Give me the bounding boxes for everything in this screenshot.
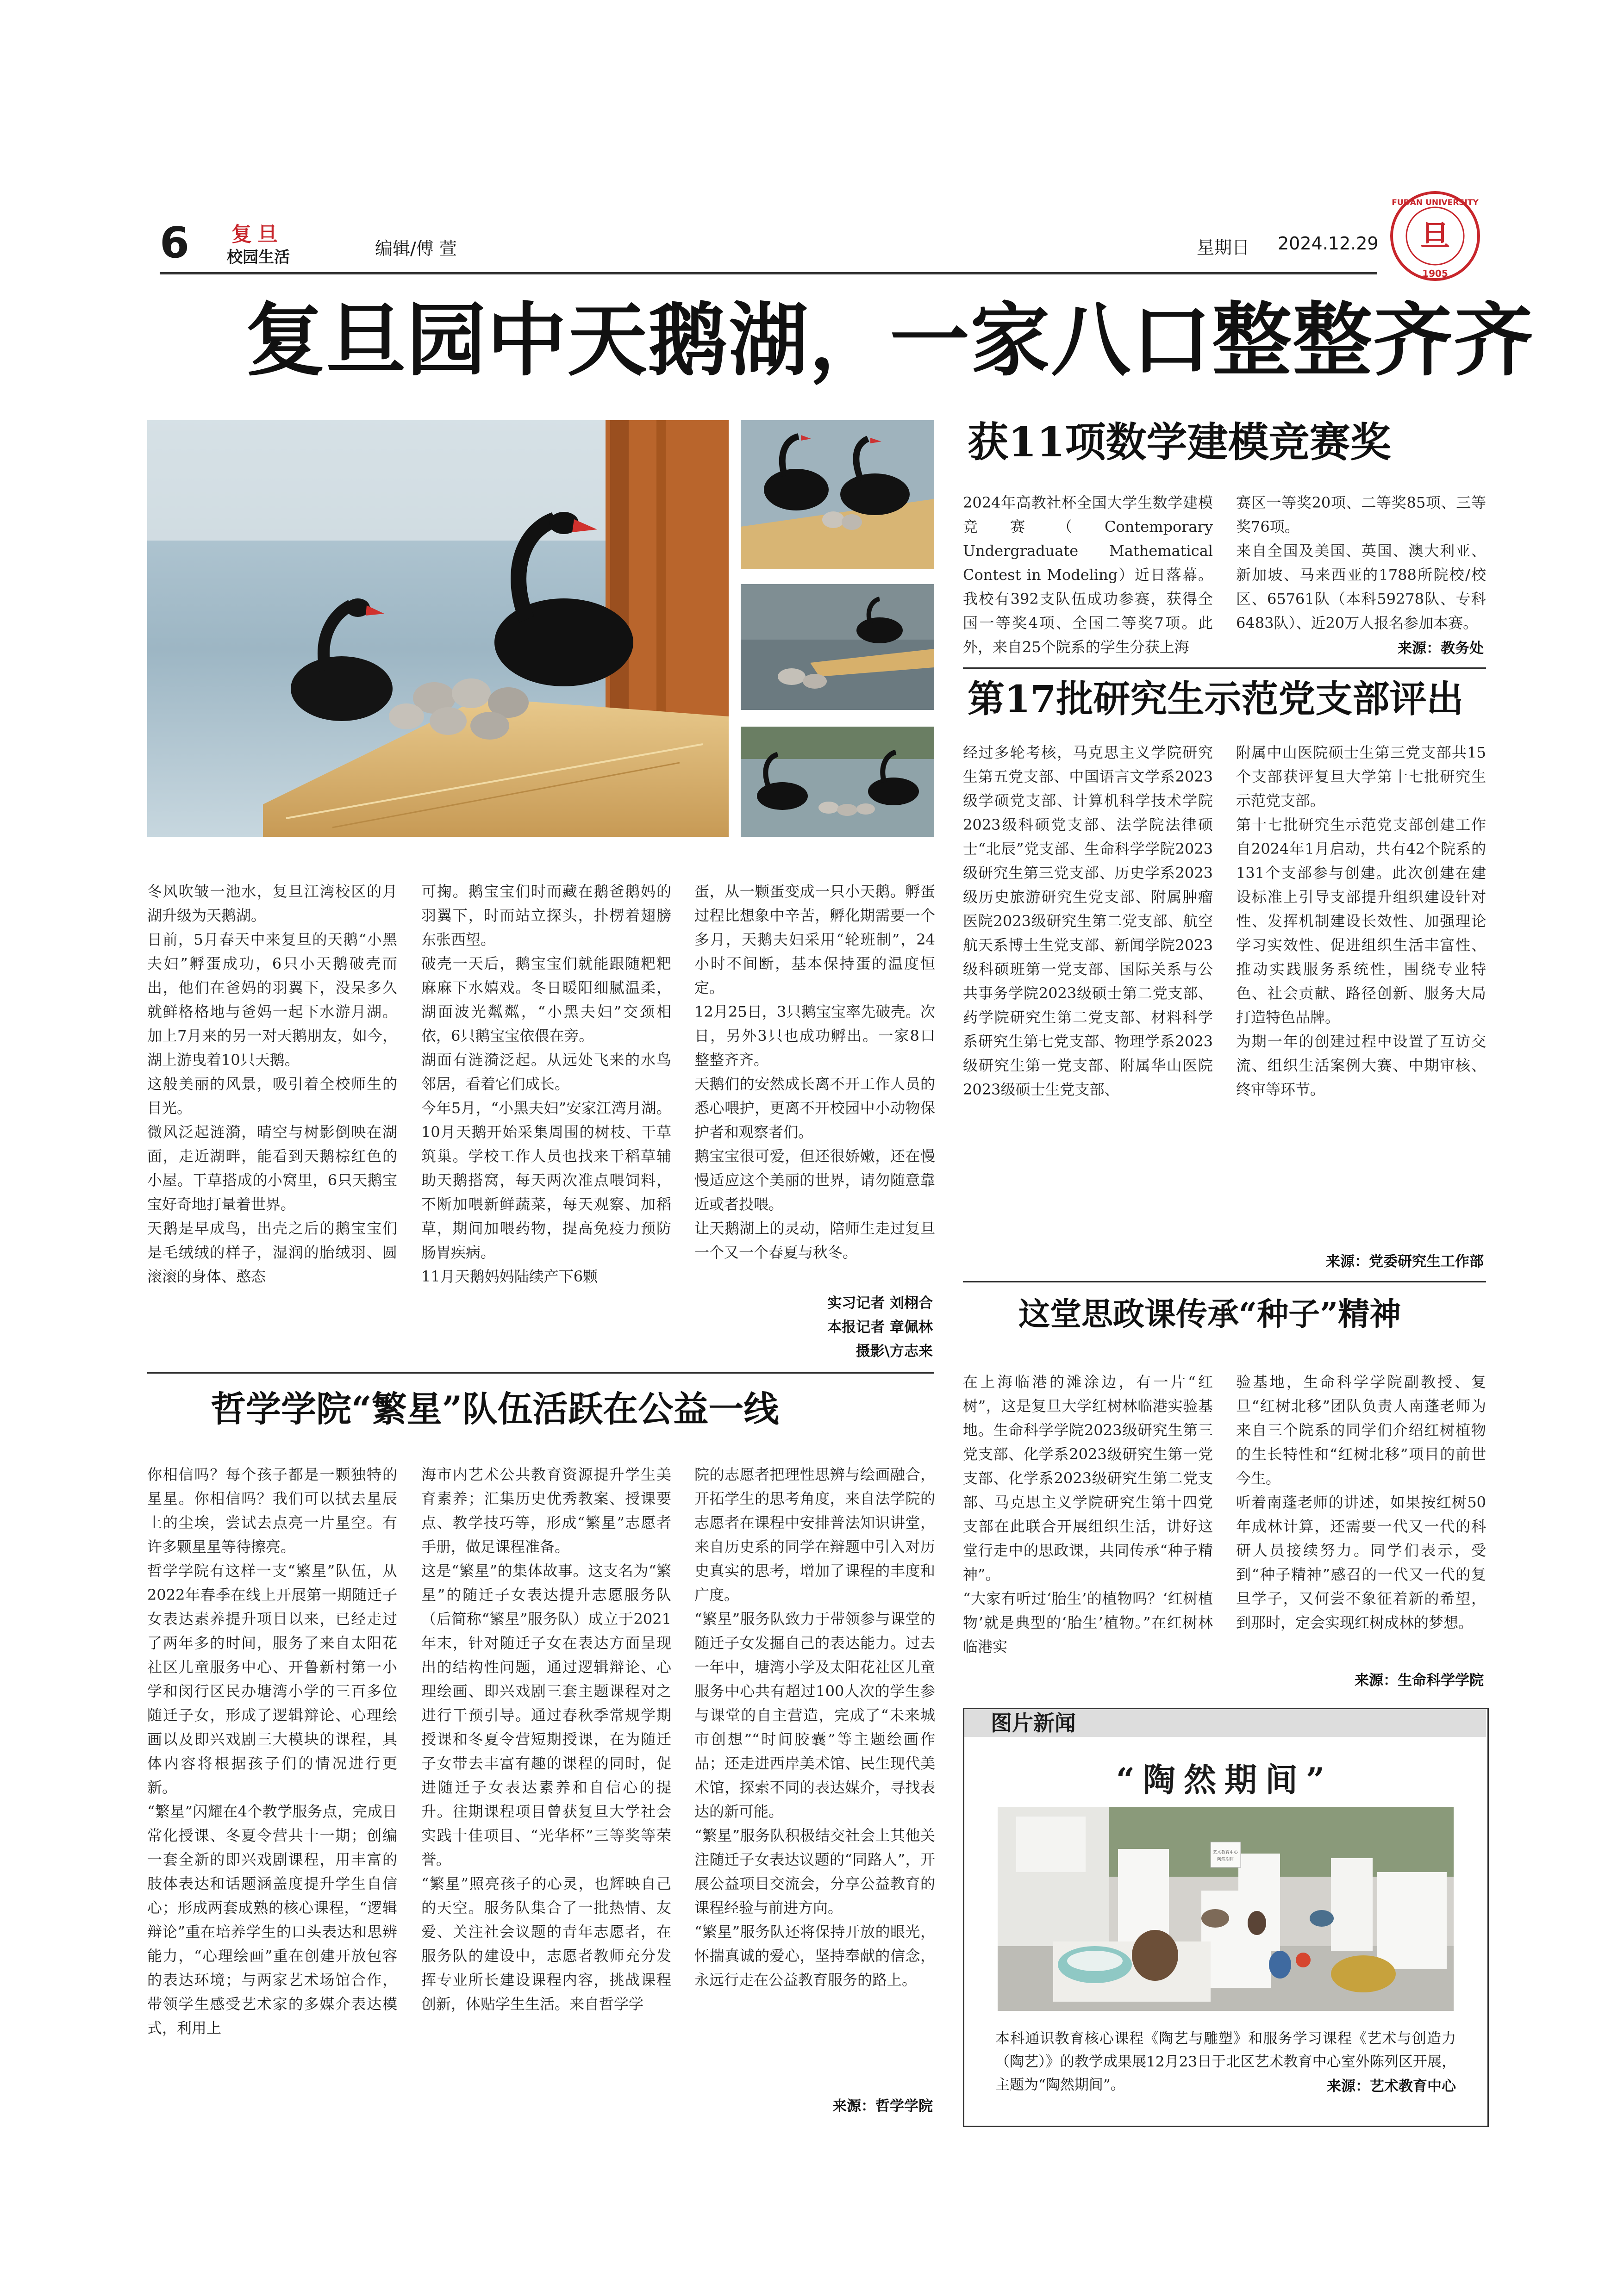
math-story-col-2: 赛区一等奖20项、二等奖85项、三等奖76项。 来自全国及美国、英国、澳大利亚、新加坡、马来西亚的1788所院校/校区、65761队（本科59278队、专科6483队）、近20万人报名参加本赛。 <box>1236 494 1486 632</box>
reporter-credit-2: 本报记者 章佩林 <box>827 1319 933 1336</box>
header-rule <box>160 272 1377 274</box>
math-story-col-1: 2024年高教社杯全国大学生数学建模竞赛（Contemporary Undergraduate Mathematical Contest in Modeling）近日落幕。我校有392支队伍成功参赛，获得全国一等奖4项、全国二等奖7项。此外，来自25个院系的学生分获上海 <box>963 494 1213 656</box>
paper-name: 复旦 <box>231 223 283 246</box>
photo-news-title: “陶然期间” <box>1116 1761 1333 1799</box>
svg-text:FUDAN UNIVERSITY: FUDAN UNIVERSITY <box>1392 198 1479 207</box>
seed-story-col-1: 在上海临港的滩涂边，有一片“红树”，这是复旦大学红树林临港实验基地。生命科学学院2023级研究生第三党支部、化学系2023级研究生第一党支部、化学系2023级研究生第二党支部、马克思主义学院研究生第十四党支部在此联合开展组织生活，讲好这堂行走中的思政课，共同传承“种子精神”。 “大家有听过‘胎生’的植物吗？‘红树植物’就是典型的‘胎生’植物。”在红树林临港实 <box>963 1373 1213 1655</box>
editor-line: 编辑/傅 萱 <box>375 238 457 259</box>
swan-family-photo <box>147 420 729 837</box>
math-source: 来源：教务处 <box>1398 640 1484 657</box>
svg-text:艺术教育中心: 艺术教育中心 <box>1212 1850 1238 1855</box>
math-headline: 获11项数学建模竞赛奖 <box>968 418 1391 466</box>
main-story-col-1: 冬风吹皱一池水，复旦江湾校区的月湖升级为天鹅湖。 日前，5月春天中来复旦的天鹅“小黑夫妇”孵蛋成功，6只小天鹅破壳而出，他们在爸妈的羽翼下，没呆多久就鲜格格地与爸妈一起下水游月湖。加上7月来的另一对天鹅朋友，如今，湖上游曳着10只天鹅。 这般美丽的风景，吸引着全校师生的目光。 微风泛起涟漪，晴空与树影倒映在湖面，走近湖畔，能看到天鹅棕红色的小屋。干草搭成的小窝里，6只天鹅宝宝好奇地打量着世界。 天鹅是早成鸟，出壳之后的鹅宝宝们是毛绒绒的样子，湿润的胎绒羽、圆滚滚的身体、憨态 <box>147 883 397 1285</box>
reporter-credit-1: 实习记者 刘栩合 <box>827 1295 933 1312</box>
section-divider <box>147 1372 934 1374</box>
philosophy-source: 来源：哲学学院 <box>832 2098 933 2115</box>
swan-nest-photo <box>741 420 934 569</box>
main-story-col-2: 可掬。鹅宝宝们时而藏在鹅爸鹅妈的羽翼下，时而站立探头，扑楞着翅膀东张西望。 破壳一天后，鹅宝宝们就能跟随粑粑麻麻下水嬉戏。冬日暖阳细腻温柔，湖面波光粼粼，“小黑夫妇”交颈相依，6只鹅宝宝依偎在旁。 湖面有涟漪泛起。从远处飞来的水鸟邻居，看着它们成长。 今年5月，“小黑夫妇”安家江湾月湖。10月天鹅开始采集周围的树枝、干草筑巢。学校工作人员也找来干稻草辅助天鹅搭窝，每天两次准点喂饲料，不断加喂新鲜蔬菜，每天观察、加稻草，期间加喂药物，提高免疫力预防肠胃疾病。 11月天鹅妈妈陆续产下6颗 <box>421 883 671 1285</box>
party-headline: 第17批研究生示范党支部评出 <box>968 677 1464 721</box>
math-divider <box>963 667 1486 669</box>
photo-news-source: 来源：艺术教育中心 <box>1327 2078 1456 2095</box>
philosophy-col-3: 院的志愿者把理性思辨与绘画融合，开拓学生的思考角度，来自法学院的志愿者在课程中安排普法知识讲堂，来自历史系的同学在辩题中引入对历史真实的思考，增加了课程的丰度和广度。 “繁星”服务队致力于带领参与课堂的随迁子女发掘自己的表达能力。过去一年中，塘湾小学及太阳花社区儿童服务中心共有超过100人次的学生参与课堂的自主营造，完成了“未来城市创想”“时间胶囊”等主题绘画作品；还走进西岸美术馆、民生现代美术馆，探索不同的表达媒介，寻找表达的新可能。 “繁星”服务队积极结交社会上其他关注随迁子女表达议题的“同路人”，开展公益项目交流会，分享公益教育的课程经验与前进方向。 “繁星”服务队还将保持开放的眼光，怀揣真诚的爱心，坚持奉献的信念，永远行走在公益教育服务的路上。 <box>694 1466 935 1989</box>
seed-headline: 这堂思政课传承“种子”精神 <box>1018 1296 1401 1333</box>
main-headline: 复旦园中天鹅湖，一家八口整整齐齐 <box>245 293 1534 387</box>
party-story-col-1: 经过多轮考核，马克思主义学院研究生第五党支部、中国语言文学系2023级学硕党支部、计算机科学技术学院2023级科硕党支部、法学院法律硕士“北辰”党支部、生命科学学院2023级研究生第三党支部、历史学系2023级历史旅游研究生党支部、附属肿瘤医院2023级研究生第二党支部、航空航天系博士生党支部、新闻学院2023级科硕班第一党支部、国际关系与公共事务学院2023级硕士第二党支部、药学院研究生第二党支部、材料科学系研究生第七党支部、物理学系2023级研究生第一党支部、附属华山医院2023级硕士生党支部、 <box>963 744 1213 1098</box>
philosophy-headline: 哲学学院“繁星”队伍活跃在公益一线 <box>211 1388 779 1430</box>
fudan-logo <box>1389 190 1481 282</box>
main-story-col-3: 蛋，从一颗蛋变成一只小天鹅。孵蛋过程比想象中辛苦，孵化期需要一个多月，天鹅夫妇采用“轮班制”，24小时不间断，基本保持蛋的温度恒定。 12月25日，3只鹅宝宝率先破壳。次日，另外3只也成功孵出。一家8口整整齐齐。 天鹅们的安然成长离不开工作人员的悉心喂护，更离不开校园中小动物保护者和观察者们。 鹅宝宝很可爱，但还很娇嫩，还在慢慢适应这个美丽的世界，请勿随意靠近或者投喂。 让天鹅湖上的灵动，陪师生走过复旦一个又一个春夏与秋冬。 <box>694 883 935 1261</box>
svg-text:陶然期间: 陶然期间 <box>1217 1857 1234 1862</box>
seed-source: 来源：生命科学学院 <box>1355 1672 1484 1689</box>
section-name: 校园生活 <box>227 248 290 267</box>
issue-date: 2024.12.29 <box>1278 233 1379 254</box>
swans-swimming-photo <box>741 727 934 837</box>
photo-news-caption: 本科通识教育核心课程《陶艺与雕塑》和服务学习课程《艺术与创造力（陶艺）》的教学成果展12月23日于北区艺术教育中心室外陈列区开展，主题为“陶然期间”。 <box>995 2030 1456 2093</box>
issue-weekday: 星期日 <box>1197 237 1250 258</box>
ceramics-exhibition-photo <box>998 1807 1454 2011</box>
swan-water-photo <box>741 584 934 710</box>
party-divider <box>963 1281 1486 1282</box>
page-number: 6 <box>160 218 190 268</box>
svg-text:1905: 1905 <box>1422 268 1448 279</box>
svg-text:旦: 旦 <box>1420 219 1450 254</box>
philosophy-col-2: 海市内艺术公共教育资源提升学生美育素养；汇集历史优秀教案、授课要点、教学技巧等，形成“繁星”志愿者手册，做足课程准备。 这是“繁星”的集体故事。这支名为“繁星”的随迁子女表达提升志愿服务队（后简称“繁星”服务队）成立于2021年末，针对随迁子女在表达方面呈现出的结构性问题，通过逻辑辩论、心理绘画、即兴戏剧三套主题课程对之进行干预引导。通过春秋季常规学期授课和冬夏令营短期授课，在为随迁子女带去丰富有趣的课程的同时，促进随迁子女表达素养和自信心的提升。往期课程项目曾获复旦大学社会实践十佳项目、“光华杯”三等奖等荣誉。 “繁星”照亮孩子的心灵，也辉映自己的天空。服务队集合了一批热情、友爱、关注社会议题的青年志愿者，在服务队的建设中，志愿者教师充分发挥专业所长建设课程内容，挑战课程创新，体贴学生生活。来自哲学学 <box>421 1466 671 2013</box>
photo-news-label: 图片新闻 <box>991 1711 1076 1736</box>
photographer-credit: 摄影\方志来 <box>856 1343 933 1360</box>
philosophy-col-1: 你相信吗？每个孩子都是一颗独特的星星。你相信吗？我们可以拭去星辰上的尘埃，尝试去点亮一片星空。有许多颗星星等待擦亮。 哲学学院有这样一支“繁星”队伍，从2022年春季在线上开展第一期随迁子女表达素养提升项目以来，已经走过了两年多的时间，服务了来自太阳花社区儿童服务中心、开鲁新村第一小学和闵行区民办塘湾小学的三百多位随迁子女，形成了逻辑辩论、心理绘画以及即兴戏剧三大模块的课程，具体内容将根据孩子们的情况进行更新。 “繁星”闪耀在4个教学服务点，完成日常化授课、冬夏令营共十一期；创编一套全新的即兴戏剧课程，用丰富的肢体表达和话题涵盖度提升学生自信心；形成两套成熟的核心课程，“逻辑辩论”重在培养学生的口头表达和思辨能力，“心理绘画”重在创建开放包容的表达环境；与两家艺术场馆合作，带领学生感受艺术家的多媒介表达模式，利用上 <box>147 1466 397 2037</box>
seed-story-col-2: 验基地，生命科学学院副教授、复旦“红树北移”团队负责人南蓬老师为来自三个院系的同学们介绍红树植物的生长特性和“红树北移”项目的前世今生。 听着南蓬老师的讲述，如果按红树50年成林计算，还需要一代又一代的科研人员接续努力。同学们表示，受到“种子精神”感召的一代又一代的复旦学子，又何尝不象征着新的希望，到那时，定会实现红树成林的梦想。 <box>1236 1373 1486 1631</box>
party-source: 来源：党委研究生工作部 <box>1326 1253 1484 1270</box>
party-story-col-2: 附属中山医院硕士生第三党支部共15个支部获评复旦大学第十七批研究生示范党支部。 第十七批研究生示范党支部创建工作自2024年1月启动，共有42个院系的131个支部参与创建。此次创建在建设标准上引导支部提升组织建设针对性、发挥机制建设长效性、加强理论学习实效性、促进组织生活丰富性、推动实践服务系统性，围绕专业特色、社会贡献、路径创新、服务大局打造特色品牌。 为期一年的创建过程中设置了互访交流、组织生活案例大赛、中期审核、终审等环节。 <box>1236 744 1486 1098</box>
